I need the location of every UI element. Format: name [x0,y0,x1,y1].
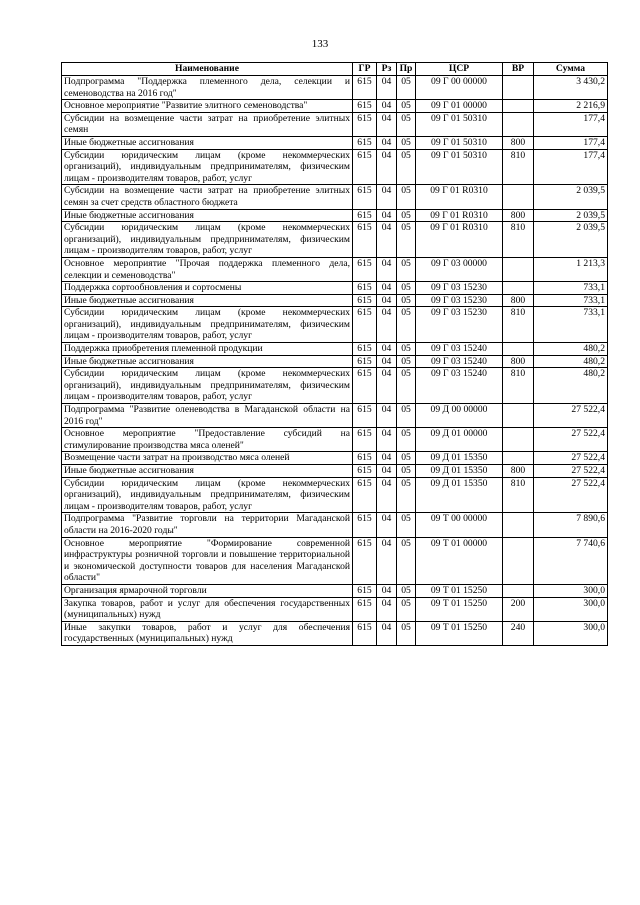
cell-sum: 27 522,4 [534,404,608,428]
cell-rz: 04 [377,513,397,537]
cell-sum: 733,1 [534,294,608,307]
cell-pr: 05 [397,136,416,149]
header-row [62,63,608,76]
cell-pr: 05 [397,307,416,343]
cell-gr: 615 [353,465,377,478]
table-row [62,513,608,537]
cell-vr: 800 [503,136,534,149]
cell-sum: 2 039,5 [534,209,608,222]
header-vr: ВР [503,63,534,76]
table-row [62,76,608,100]
cell-pr: 05 [397,465,416,478]
cell-vr: 810 [503,149,534,185]
cell-pr: 05 [397,112,416,136]
table-row [62,537,608,584]
cell-name: Поддержка приобретения племенной продукции [62,343,353,356]
cell-rz: 04 [377,112,397,136]
cell-csr: 09 Д 01 15350 [416,477,503,513]
cell-name: Субсидии на возмещение части затрат на приобретение элитных семян [62,112,353,136]
cell-rz: 04 [377,343,397,356]
table-row [62,185,608,209]
cell-gr: 615 [353,584,377,597]
cell-gr: 615 [353,513,377,537]
cell-csr: 09 Г 03 15230 [416,282,503,295]
cell-csr: 09 Г 00 00000 [416,76,503,100]
cell-gr: 615 [353,222,377,258]
cell-vr [503,257,534,281]
cell-vr [503,452,534,465]
cell-vr: 800 [503,294,534,307]
cell-pr: 05 [397,621,416,645]
header-pr: Пр [397,63,416,76]
cell-gr: 615 [353,100,377,113]
cell-name: Основное мероприятие "Предоставление субсидий на стимулирование производства мяса оленей" [62,428,353,452]
cell-name: Субсидии на возмещение части затрат на приобретение элитных семян за счет средств областного бюджета [62,185,353,209]
cell-vr: 800 [503,355,534,368]
cell-vr [503,76,534,100]
cell-pr: 05 [397,355,416,368]
cell-rz: 04 [377,404,397,428]
table-row [62,257,608,281]
header-csr: ЦСР [416,63,503,76]
cell-vr: 200 [503,597,534,621]
cell-name: Основное мероприятие "Формирование современной инфраструктуры розничной торговли и повышение территориальной и экономической доступности товаров для населения Магаданской области" [62,537,353,584]
cell-csr: 09 Г 03 15240 [416,355,503,368]
cell-sum: 177,4 [534,149,608,185]
table-row [62,465,608,478]
cell-name: Иные закупки товаров, работ и услуг для обеспечения государственных (муниципальных) нужд [62,621,353,645]
cell-vr [503,282,534,295]
cell-csr: 09 Г 03 15230 [416,294,503,307]
table-row [62,428,608,452]
cell-pr: 05 [397,513,416,537]
table-row [62,149,608,185]
cell-sum: 2 216,9 [534,100,608,113]
table-row [62,100,608,113]
cell-vr [503,100,534,113]
cell-gr: 615 [353,282,377,295]
table-header [62,63,608,76]
cell-csr: 09 Г 01 R0310 [416,209,503,222]
cell-gr: 615 [353,597,377,621]
cell-gr: 615 [353,368,377,404]
header-gr: ГР [353,63,377,76]
cell-rz: 04 [377,465,397,478]
cell-rz: 04 [377,428,397,452]
cell-csr: 09 Т 00 00000 [416,513,503,537]
cell-rz: 04 [377,368,397,404]
cell-csr: 09 Г 03 15240 [416,343,503,356]
cell-csr: 09 Г 01 R0310 [416,185,503,209]
cell-vr [503,428,534,452]
table-row [62,307,608,343]
cell-pr: 05 [397,149,416,185]
cell-rz: 04 [377,584,397,597]
cell-pr: 05 [397,100,416,113]
cell-pr: 05 [397,368,416,404]
table-row [62,222,608,258]
cell-gr: 615 [353,307,377,343]
cell-name: Иные бюджетные ассигнования [62,209,353,222]
cell-rz: 04 [377,477,397,513]
cell-rz: 04 [377,307,397,343]
cell-pr: 05 [397,294,416,307]
cell-name: Подпрограмма "Развитие торговли на территории Магаданской области на 2016-2020 годы" [62,513,353,537]
cell-gr: 615 [353,112,377,136]
cell-sum: 27 522,4 [534,465,608,478]
cell-pr: 05 [397,185,416,209]
cell-sum: 27 522,4 [534,477,608,513]
cell-rz: 04 [377,185,397,209]
cell-sum: 300,0 [534,584,608,597]
cell-sum: 300,0 [534,597,608,621]
cell-pr: 05 [397,537,416,584]
cell-csr: 09 Д 00 00000 [416,404,503,428]
header-name: Наименование [62,63,353,76]
cell-rz: 04 [377,355,397,368]
page-number: 133 [311,38,329,50]
cell-gr: 615 [353,294,377,307]
budget-table [61,62,608,646]
cell-name: Субсидии юридическим лицам (кроме некоммерческих организаций), индивидуальным предпринимателям, физическим лицам - производителям товаров, работ, услуг [62,222,353,258]
cell-name: Основное мероприятие "Прочая поддержка племенного дела, селекции и семеноводства" [62,257,353,281]
cell-vr: 810 [503,368,534,404]
cell-vr: 810 [503,222,534,258]
table-row [62,355,608,368]
table-row [62,294,608,307]
cell-sum: 1 213,3 [534,257,608,281]
cell-csr: 09 Т 01 00000 [416,537,503,584]
cell-sum: 2 039,5 [534,185,608,209]
cell-sum: 27 522,4 [534,428,608,452]
cell-gr: 615 [353,452,377,465]
cell-gr: 615 [353,355,377,368]
cell-rz: 04 [377,209,397,222]
cell-vr: 800 [503,209,534,222]
cell-pr: 05 [397,209,416,222]
cell-gr: 615 [353,136,377,149]
cell-vr: 810 [503,307,534,343]
cell-name: Подпрограмма "Развитие оленеводства в Магаданской области на 2016 год" [62,404,353,428]
cell-name: Иные бюджетные ассигнования [62,136,353,149]
cell-pr: 05 [397,257,416,281]
cell-vr [503,513,534,537]
cell-gr: 615 [353,185,377,209]
cell-csr: 09 Д 01 15350 [416,465,503,478]
cell-pr: 05 [397,452,416,465]
cell-sum: 177,4 [534,112,608,136]
cell-sum: 480,2 [534,355,608,368]
cell-rz: 04 [377,282,397,295]
cell-rz: 04 [377,597,397,621]
table-row [62,584,608,597]
cell-gr: 615 [353,404,377,428]
cell-pr: 05 [397,584,416,597]
cell-pr: 05 [397,343,416,356]
cell-name: Иные бюджетные ассигнования [62,355,353,368]
table-row [62,368,608,404]
cell-csr: 09 Т 01 15250 [416,597,503,621]
table-body [62,76,608,646]
cell-pr: 05 [397,282,416,295]
table-row [62,477,608,513]
table-row [62,597,608,621]
cell-csr: 09 Д 01 15350 [416,452,503,465]
cell-rz: 04 [377,294,397,307]
table-row [62,452,608,465]
cell-csr: 09 Т 01 15250 [416,621,503,645]
cell-csr: 09 Г 01 00000 [416,100,503,113]
cell-csr: 09 Г 03 15230 [416,307,503,343]
cell-name: Основное мероприятие "Развитие элитного семеноводства" [62,100,353,113]
cell-pr: 05 [397,477,416,513]
cell-name: Субсидии юридическим лицам (кроме некоммерческих организаций), индивидуальным предпринимателям, физическим лицам - производителям товаров, работ, услуг [62,307,353,343]
cell-csr: 09 Г 01 50310 [416,149,503,185]
cell-name: Иные бюджетные ассигнования [62,465,353,478]
cell-sum: 733,1 [534,307,608,343]
cell-vr [503,537,534,584]
table-row [62,112,608,136]
cell-name: Субсидии юридическим лицам (кроме некоммерческих организаций), индивидуальным предпринимателям, физическим лицам - производителям товаров, работ, услуг [62,477,353,513]
cell-csr: 09 Т 01 15250 [416,584,503,597]
cell-csr: 09 Г 03 00000 [416,257,503,281]
cell-csr: 09 Г 01 50310 [416,112,503,136]
cell-rz: 04 [377,257,397,281]
cell-name: Закупка товаров, работ и услуг для обеспечения государственных (муниципальных) нужд [62,597,353,621]
cell-vr: 810 [503,477,534,513]
table-row [62,343,608,356]
cell-rz: 04 [377,100,397,113]
cell-sum: 177,4 [534,136,608,149]
cell-sum: 3 430,2 [534,76,608,100]
cell-vr: 800 [503,465,534,478]
header-rz: Рз [377,63,397,76]
cell-rz: 04 [377,537,397,584]
cell-name: Поддержка сортообновления и сортосмены [62,282,353,295]
cell-sum: 2 039,5 [534,222,608,258]
cell-name: Субсидии юридическим лицам (кроме некоммерческих организаций), индивидуальным предпринимателям, физическим лицам - производителям товаров, работ, услуг [62,149,353,185]
table-row [62,282,608,295]
cell-pr: 05 [397,76,416,100]
cell-name: Подпрограмма "Поддержка племенного дела, селекции и семеноводства на 2016 год" [62,76,353,100]
cell-sum: 733,1 [534,282,608,295]
cell-name: Возмещение части затрат на производство мяса оленей [62,452,353,465]
cell-sum: 300,0 [534,621,608,645]
cell-rz: 04 [377,76,397,100]
table-row [62,209,608,222]
cell-name: Субсидии юридическим лицам (кроме некоммерческих организаций), индивидуальным предпринимателям, физическим лицам - производителям товаров, работ, услуг [62,368,353,404]
cell-pr: 05 [397,404,416,428]
cell-gr: 615 [353,149,377,185]
cell-pr: 05 [397,222,416,258]
cell-sum: 480,2 [534,368,608,404]
table-row [62,404,608,428]
cell-rz: 04 [377,149,397,185]
cell-vr [503,404,534,428]
table-row [62,621,608,645]
cell-rz: 04 [377,452,397,465]
cell-name: Иные бюджетные ассигнования [62,294,353,307]
cell-csr: 09 Г 01 50310 [416,136,503,149]
cell-sum: 7 890,6 [534,513,608,537]
cell-csr: 09 Г 03 15240 [416,368,503,404]
cell-gr: 615 [353,257,377,281]
cell-pr: 05 [397,597,416,621]
cell-vr [503,112,534,136]
cell-vr [503,343,534,356]
cell-gr: 615 [353,76,377,100]
cell-csr: 09 Г 01 R0310 [416,222,503,258]
cell-rz: 04 [377,222,397,258]
cell-gr: 615 [353,209,377,222]
cell-name: Организация ярмарочной торговли [62,584,353,597]
cell-vr [503,185,534,209]
cell-gr: 615 [353,537,377,584]
cell-csr: 09 Д 01 00000 [416,428,503,452]
cell-gr: 615 [353,428,377,452]
table-row [62,136,608,149]
cell-sum: 480,2 [534,343,608,356]
cell-rz: 04 [377,621,397,645]
cell-gr: 615 [353,343,377,356]
cell-pr: 05 [397,428,416,452]
cell-gr: 615 [353,621,377,645]
cell-vr [503,584,534,597]
header-sum: Сумма [534,63,608,76]
cell-rz: 04 [377,136,397,149]
cell-gr: 615 [353,477,377,513]
cell-sum: 27 522,4 [534,452,608,465]
cell-vr: 240 [503,621,534,645]
cell-sum: 7 740,6 [534,537,608,584]
